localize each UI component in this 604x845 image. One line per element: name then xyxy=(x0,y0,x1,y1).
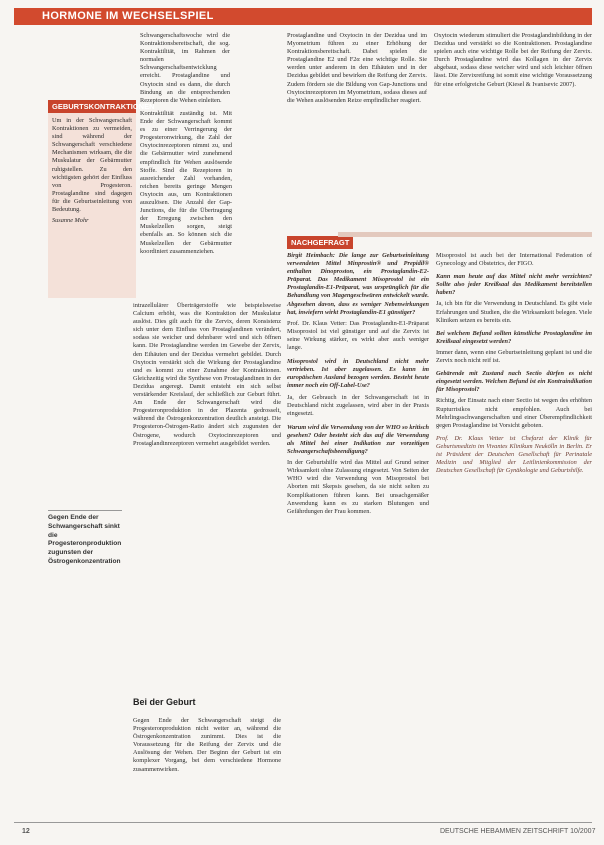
info-box-author: Susanne Mohr xyxy=(52,217,89,225)
question: Bei welchem Befund sollten künstliche Prostaglandine im Kreißsaal eingesetzt werden? xyxy=(436,329,592,345)
answer: Misoprostol ist auch bei der International Federation of Gynecology and Obstetrics, der FIGO. xyxy=(436,252,592,268)
info-box-title: GEBURTSKONTRAKTIONEN xyxy=(48,100,136,113)
info-box-text: Um in der Schwangerschaft Kontraktionen zu vermeiden, sind während der Schwangerschaft verschiedene Mechanismen wirksam, die die Muskulatur der Gebärmutter ruhigstellen. Zu den wichtigsten gehört der Einfluss von Progesteron. Prostaglandine sind dagegen für die Geburtseinleitung von Bedeutung. xyxy=(52,117,132,214)
paragraph: Oxytocin wiederum stimuliert die Prostaglandinbildung in der Dezidua und verstärkt so die Kontraktionen. Prostaglandine spielen auch eine wichtige Rolle bei der Reifung der Zervix. Durch Prostaglandine wird das Kollagen in der Zervix abgebaut, sodass diese weicher wird und sich leichter öffnen lässt. Die Zervixreifung ist somit eine wichtige Voraussetzung für eine erfolgreiche Geburt (Kiesel & Ivanisevic 2007). xyxy=(434,32,592,88)
footer-rule xyxy=(14,822,592,823)
author-bio: Prof. Dr. Klaus Vetter ist Chefarzt der Klinik für Geburtsmedizin im Vivantes Klinikum Neukölln in Berlin. Er ist Präsident der Deutschen Gesellschaft für Perinatale Medizin und Mitglied der Leitlinienkommission der Deutschen Gesellschaft für Gynäkologie und Geburtshilfe. xyxy=(436,434,592,475)
question: Birgit Heimbach: Die lange zur Geburtseinleitung verwendeten Mittel Minprostin® und Prepidil® enthalten Dinoproston, ein Prostaglandin-E2-Präparat. Das Medikament Misoprostol ist ein Prostaglandin-E1-Präparat, was ursprünglich für die Behandlung von Magengeschwüren entwickelt wurde. Abgesehen davon, dass es weniger Nebenwirkungen hat, inwiefern wirkt Prostaglandin-E1 günstiger? xyxy=(287,252,429,316)
answer: Immer dann, wenn eine Geburtseinleitung geplant ist und die Zervix noch nicht reif ist. xyxy=(436,348,592,365)
answer: Ja, ich bin für die Verwendung in Deutschland. Es gibt viele Erfahrungen und Studien, die die Wirksamkeit belegen. Viele Kliniken setzen es bereits ein. xyxy=(436,300,592,324)
interview-column-left xyxy=(287,252,429,516)
page-number: 12 xyxy=(22,828,30,835)
column2-top xyxy=(140,110,232,256)
answer: In der Geburtshilfe wird das Mittel auf Grund seiner Wirksamkeit ohne Zulassung eingesetzt. Von Seiten der WHO wird die Verwendung von Misoprostol bei Aborten mit Skepsis gesehen, da sie nicht selten zu Komplikationen führen kann. Bei unsachgemäßer Anwendung kann es zu starken Blutungen und Gefährdungen der Frau kommen. xyxy=(287,459,429,515)
question: Misoprostol wird in Deutschland nicht mehr vertrieben. Ist aber zugelassen. Es kann im europäischen Ausland bezogen werden. Besteht heute immer noch ein Off-Label-Use? xyxy=(287,358,429,390)
interview-label: NACHGEFRAGT xyxy=(287,236,353,249)
paragraph: intrazellulärer Überträgerstoffe wie beispielsweise Calcium erhöht, was die Kontraktion der Muskulatur auslöst. Dies gilt auch für die Zervix, deren Konsistenz sich unter dem Einfluss von Prostaglandinen verändert, sodass sie weicher und dehnbarer wird und sich öffnen kann. Die Prostaglandine werden im Gewebe der Zervix, den Eihäuten und der Dezidua vermehrt gebildet. Durch Oxytocin verstärkt sich die Wirkung der Prostaglandine und es kommt zu einer Zunahme der Kontraktionen. Gleichzeitig wird die Synthese von Prostaglandinen in der Dezidua angeregt. Damit entsteht ein sich selbst verstärkender Kreislauf, der schließlich zur Geburt führt. Am Ende der Schwangerschaft wird die Progesteronproduktion in der Plazenta gedrosselt, während die Östrogenkonzentration deutlich ansteigt. Die Progesteron-Östrogen-Ratio ändert sich zugunsten der Östrogene, wodurch Oxytocinrezeptoren und Prostaglandinrezeptoren vermehrt ausgebildet werden. xyxy=(133,302,281,447)
answer: Prof. Dr. Klaus Vetter: Das Prostaglandin-E1-Präparat Misoprostol ist viel günstiger und auf die Zervix ist seine Wirkung stärker, es wirkt aber auch weniger lange. xyxy=(287,319,429,352)
subheading: Bei der Geburt xyxy=(133,697,196,707)
paragraph: Schwangerschaftswoche wird die Kontraktionsbereitschaft, die sog. Kontraktilität, im Rahmen der normalen Schwangerschaftsentwicklung erreicht. Prostaglandine und Oxytocin sind es dann, die durch Bindung an die entsprechenden Rezeptoren die Wehen einleiten. xyxy=(140,32,230,104)
section-header-band xyxy=(14,8,592,25)
column1-body xyxy=(133,302,281,448)
journal-name: DEUTSCHE HEBAMMEN ZEITSCHRIFT 10/2007 xyxy=(440,828,596,835)
paragraph: Kontraktilität zuständig ist. Mit Ende der Schwangerschaft kommt es zu einer Verringerung der Progesteronwirkung, die Zahl der Oxytocinrezeptoren nimmt zu, und die Gebärmutter wird zunehmend empfindlich für Wehen auslösende Stoffe. Sind die Rezeptoren in ausreichender Zahl vorhanden, reichen bereits geringe Mengen Oxytocin aus, um Kontraktionen auszulösen. Die Anzahl der Gap-Junctions, die für die Übertragung der Erregung zwischen den Muskelzellen sorgen, steigt ebenfalls an. So können sich die Muskelzellen der Gebärmutter koordiniert zusammenziehen. xyxy=(140,110,232,255)
paragraph: Gegen Ende der Schwangerschaft steigt die Progesteronproduktion nicht weiter an, während die Östrogenkonzentration zunimmt. Dies ist die Voraussetzung für die Reifung der Zervix und die Auslösung der Wehen. Der Beginn der Geburt ist ein komplexer Vorgang, bei dem verschiedene Hormone zusammenwirken. xyxy=(133,717,281,773)
interview-column-right xyxy=(436,252,592,475)
answer: Ja, der Gebrauch in der Schwangerschaft ist in Deutschland nicht zugelassen, wird aber in der Praxis eingesetzt. xyxy=(287,393,429,417)
interview-bar xyxy=(338,232,592,237)
answer: Richtig, der Einsatz nach einer Sectio ist wegen des erhöhten Rupturrisikos nicht empfohlen. Auch bei Mehrlingsschwangerschaften und einer Überempfindlichkeit gegen Prostaglandine ist Vorsicht geboten. xyxy=(436,397,592,429)
divider xyxy=(48,510,122,511)
side-quote xyxy=(48,510,122,567)
section-title: HORMONE IM WECHSELSPIEL xyxy=(42,10,214,22)
paragraph: Prostaglandine und Oxytocin in der Dezidua und im Myometrium führen zu einer Erhöhung der Kontraktionsbereitschaft. Dabei spielen die Prostaglandine E2 und F2α eine wichtige Rolle. Sie werden unter anderem in den Eihäuten und in der Dezidua gebildet und bewirken die Reifung der Zervix. Zudem fördern sie die Bildung von Gap-Junctions und Oxytocinrezeptoren im Myometrium, sodass dieses auf die Wehen auslösenden Reize empfindlicher reagiert. xyxy=(287,32,427,104)
column3-top xyxy=(287,32,427,105)
side-quote-text: Gegen Ende der Schwangerschaft sinkt die Progesteronproduktion zugunsten der Östrogenkonzentration xyxy=(48,514,122,565)
column4-top xyxy=(434,32,592,89)
question: Gebärende mit Zustand nach Sectio dürfen es nicht eingesetzt werden. Welchen Befund ist ein Kontraindikation für Misoprostol? xyxy=(436,370,592,394)
info-box xyxy=(48,100,155,298)
column1-birth xyxy=(133,717,281,774)
column1-top xyxy=(140,32,230,105)
question: Kann man heute auf das Mittel nicht mehr verzichten? Sollte also jeder Kreißsaal das Medikament bereitstellen haben? xyxy=(436,273,592,297)
question: Warum wird die Verwendung von der WHO so kritisch gesehen? Oder besteht sich das auf die Verwendung als Mittel bei einer Indikation zur vorzeitigen Schwangerschaftsbeendigung? xyxy=(287,423,429,456)
